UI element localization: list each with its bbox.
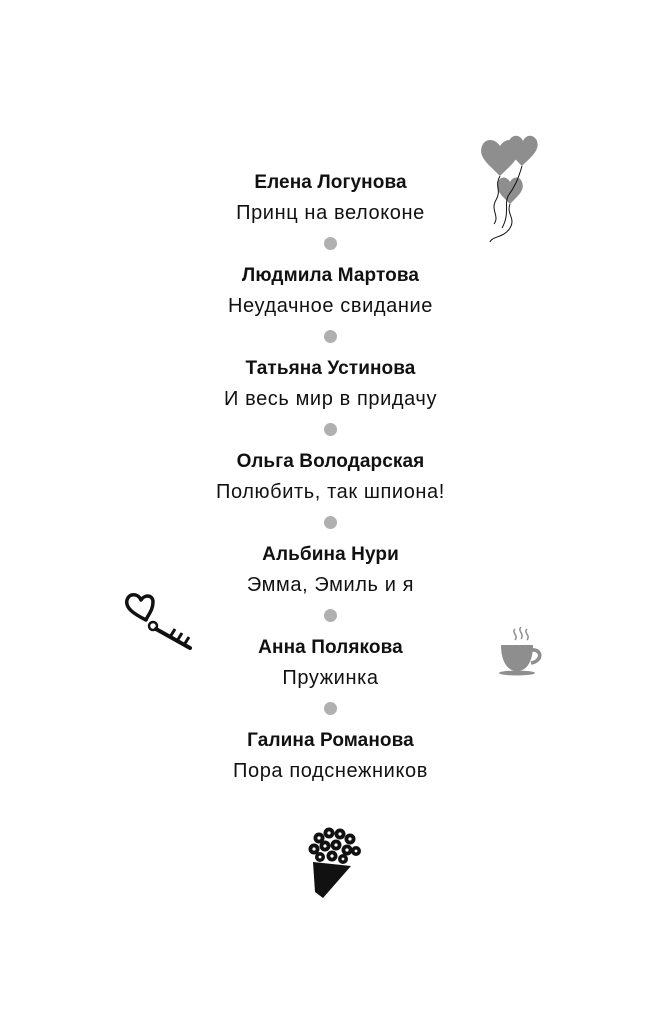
toc-entry	[0, 633, 661, 693]
separator	[0, 693, 661, 726]
toc-entry	[0, 447, 661, 507]
separator	[0, 507, 661, 540]
entry-author: Ольга Володарская	[236, 451, 425, 472]
separator-dot-icon	[324, 330, 337, 343]
separator	[0, 228, 661, 261]
entry-title: Эмма, Эмиль и я	[246, 574, 415, 596]
entry-title: Неудачное свидание	[227, 295, 434, 317]
entry-title: Полюбить, так шпиона!	[216, 481, 445, 503]
entry-author: Елена Логунова	[254, 172, 407, 193]
entry-title: Пора подснежников	[233, 760, 428, 782]
heart-key-icon	[122, 590, 197, 652]
separator	[0, 600, 661, 633]
toc-entry	[0, 540, 661, 600]
separator	[0, 321, 661, 354]
separator-dot-icon	[324, 609, 337, 622]
separator	[0, 414, 661, 447]
entry-author: Людмила Мартова	[241, 265, 420, 286]
flower-bouquet-icon	[305, 826, 363, 900]
table-of-contents	[0, 168, 661, 786]
separator-dot-icon	[324, 237, 337, 250]
entry-author: Татьяна Устинова	[245, 358, 416, 379]
separator-dot-icon	[324, 516, 337, 529]
entry-title: Пружинка	[282, 667, 379, 689]
entry-title: И весь мир в придачу	[223, 388, 438, 410]
coffee-cup-icon	[497, 625, 545, 677]
entry-title: Принц на велоконе	[236, 202, 425, 224]
entry-author: Альбина Нури	[262, 544, 399, 565]
separator-dot-icon	[324, 702, 337, 715]
toc-entry	[0, 168, 661, 228]
entry-author: Галина Романова	[247, 730, 414, 751]
toc-entry	[0, 726, 661, 786]
entry-author: Анна Полякова	[258, 637, 403, 658]
heart-balloons-icon	[470, 124, 545, 249]
separator-dot-icon	[324, 423, 337, 436]
toc-entry	[0, 354, 661, 414]
toc-entry	[0, 261, 661, 321]
